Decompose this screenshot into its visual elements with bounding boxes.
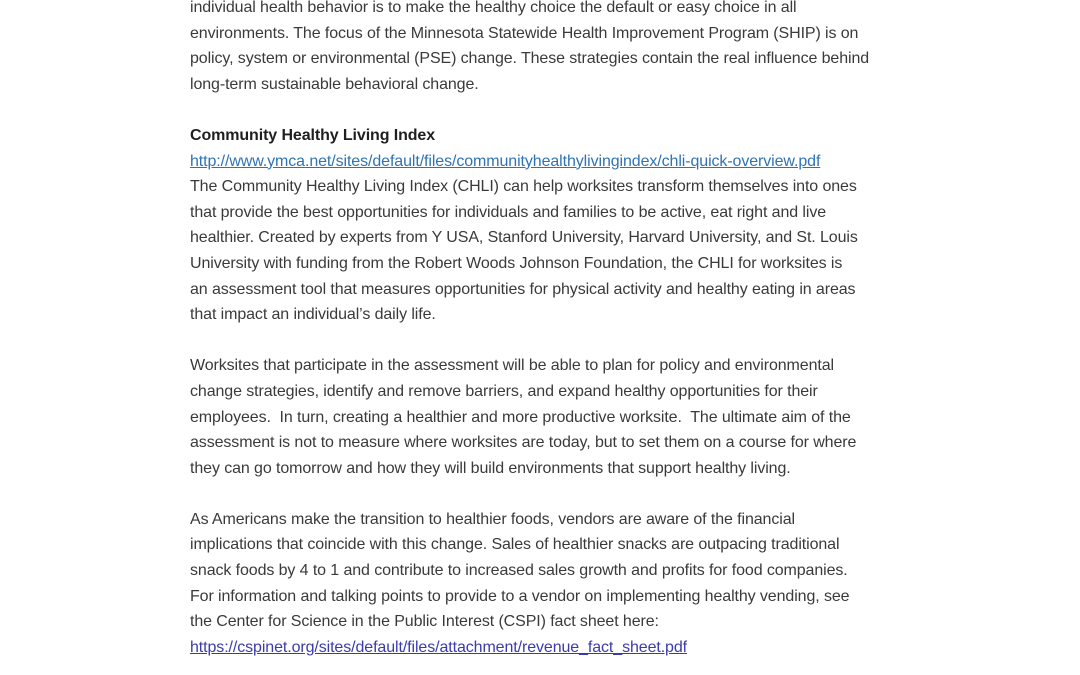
text-line: that impact an individual’s daily life. bbox=[190, 306, 436, 324]
section-heading-chli: Community Healthy Living Index bbox=[190, 126, 436, 144]
blank-line bbox=[190, 328, 980, 354]
blank-line bbox=[190, 97, 980, 123]
blank-line bbox=[190, 481, 980, 507]
text-line: individual health behavior is to make the healthy choice the default or easy choice in all bbox=[190, 0, 797, 16]
link-cspi-revenue-fact-sheet-pdf[interactable]: https://cspinet.org/sites/default/files/attachment/revenue_fact_sheet.pdf bbox=[190, 638, 687, 656]
paragraph-ship-intro bbox=[190, 0, 980, 97]
text-line: long-term sustainable behavioral change. bbox=[190, 75, 479, 93]
text-line: assessment is not to measure where worksites are today, but to set them on a course for where bbox=[190, 434, 857, 452]
text-line: snack foods by 4 to 1 and contribute to increased sales growth and profits for food companies. bbox=[190, 562, 848, 580]
text-line: environments. The focus of the Minnesota Statewide Health Improvement Program (SHIP) is on bbox=[190, 24, 859, 42]
document-content bbox=[190, 0, 980, 660]
text-line: University with funding from the Robert Woods Johnson Foundation, the CHLI for worksites is bbox=[190, 254, 843, 272]
link-chli-overview-pdf[interactable]: http://www.ymca.net/sites/default/files/communityhealthylivingindex/chli-quick-overview.pdf bbox=[190, 152, 821, 170]
text-line: As Americans make the transition to healthier foods, vendors are aware of the financial bbox=[190, 510, 795, 528]
text-line: Worksites that participate in the assessment will be able to plan for policy and environmental bbox=[190, 357, 834, 375]
paragraph-vendors-healthy-foods bbox=[190, 507, 980, 635]
text-line: an assessment tool that measures opportunities for physical activity and healthy eating in areas bbox=[190, 280, 856, 298]
paragraph-chli-description bbox=[190, 174, 980, 328]
text-line: policy, system or environmental (PSE) change. These strategies contain the real influence behind bbox=[190, 50, 870, 68]
paragraph-worksites-assessment bbox=[190, 353, 980, 481]
text-line: healthier. Created by experts from Y USA, Stanford University, Harvard University, and St. Louis bbox=[190, 229, 858, 247]
text-line: they can go tomorrow and how they will build environments that support healthy living. bbox=[190, 459, 791, 477]
text-line: implications that coincide with this change. Sales of healthier snacks are outpacing traditional bbox=[190, 536, 840, 554]
text-line: The Community Healthy Living Index (CHLI) can help worksites transform themselves into ones bbox=[190, 178, 857, 196]
text-line: For information and talking points to provide to a vendor on implementing healthy vending, see bbox=[190, 587, 850, 605]
text-line: employees. In turn, creating a healthier and more productive worksite. The ultimate aim of the bbox=[190, 408, 851, 426]
text-line: the Center for Science in the Public Interest (CSPI) fact sheet here: bbox=[190, 613, 659, 631]
text-line: change strategies, identify and remove barriers, and expand healthy opportunities for their bbox=[190, 382, 818, 400]
text-line: that provide the best opportunities for individuals and families to be active, eat right and live bbox=[190, 203, 827, 221]
